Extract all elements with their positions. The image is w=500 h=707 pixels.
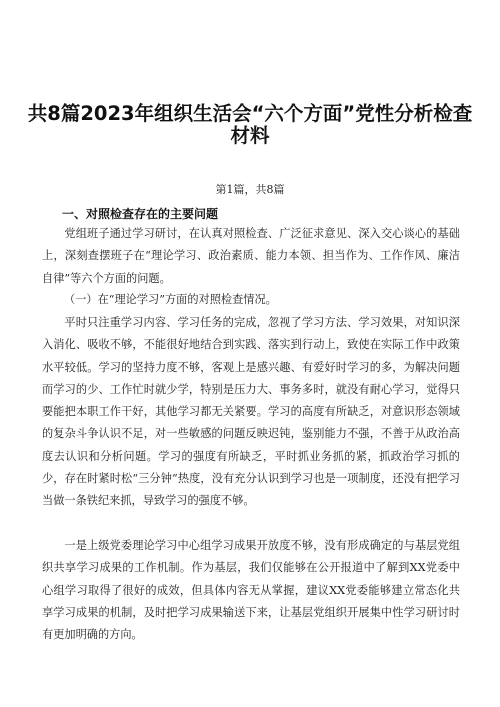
sub-heading: （一）在“理论学习”方面的对照检查情况。	[64, 293, 277, 306]
document-title-line1: 共8篇2023年组织生活会“六个方面”党性分析检查	[27, 102, 473, 125]
paragraph-intro: 党组班子通过学习研讨，在认真对照检查、广泛征求意见、深入交心谈心的基础上，深刻查摆班子在“理论学习、政治素质、能力本领、担当作为、工作作风、廉洁自律”等六个方面的问题。	[42, 227, 460, 285]
paragraph-first-point: 一是上级党委理论学习中心组学习成果开放度不够，没有形成确定的与基层党组织共享学习成果的工作机制。作为基层，我们仅能够在公开报道中了解到XX党委中心组学习取得了很好的成效，但具体内容无从掌握，建议XX党委能够建立常态化共享学习成果的机制，及时把学习成果输送下来，让基层党组织开展集中性学习研讨时有更加明确的方向。	[42, 539, 460, 642]
part-label: 第1篇，共8篇	[215, 183, 285, 196]
paragraph-theory-study: 平时只注重学习内容、学习任务的完成，忽视了学习方法、学习效果，对知识深入消化、吸收不够，不能很好地结合到实践、落实到行动上，致使在实际工作中政策水平较低。学习的坚持力度不够，客观上是感兴趣、有爱好时学习的多，为解决问题而学习的少、工作忙时就少学，特别是压力大、事务多时，就没有耐心学习，觉得只要能把本职工作干好，其他学习都无关紧要。学习的高度有所缺乏，对意识形态领域的复杂斗争认识不足，对一些敏感的问题反映迟钝，鉴别能力不强，不善于从政治高度去认识和分析问题。学习的强度有所缺乏，平时抓业务抓的紧，抓政治学习抓的少，存在时紧时松“三分钟”热度，没有充分认识到学习也是一项制度，还没有把学习当做一条铁纪来抓，导致学习的强度不够。	[42, 316, 460, 508]
document-title-line2: 材料	[230, 124, 270, 147]
section-heading: 一、对照检查存在的主要问题	[62, 207, 219, 221]
